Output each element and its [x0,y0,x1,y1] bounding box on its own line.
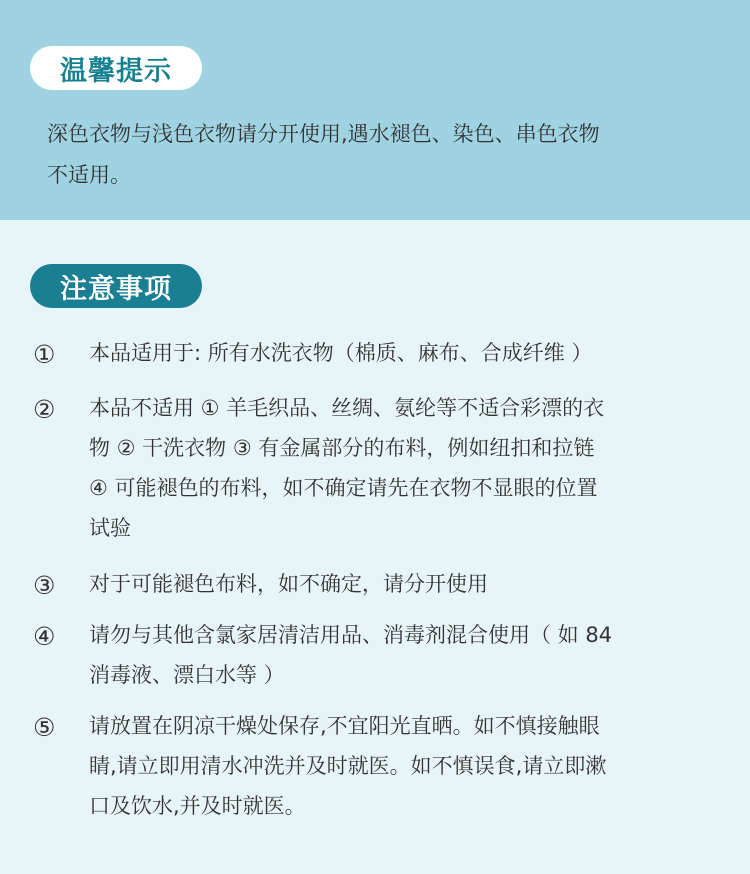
note-number-3: ③ [33,571,56,600]
note-line: 本品适用于: 所有水洗衣物（棉质、麻布、合成纤维 ） [89,341,593,365]
note-line: 对于可能褪色布料，如不确定，请分开使用 [89,572,488,596]
note-line: 试验 [89,516,131,540]
notes-heading: 注意事项 [30,264,202,308]
note-line: 口及饮水,并及时就医。 [89,794,306,818]
note-line: 消毒液、漂白水等 ） [89,663,285,687]
note-text-3 [89,564,709,604]
note-text-4 [89,615,709,695]
note-number-2: ② [33,395,56,424]
note-line: ④ 可能褪色的布料，如不确定请先在衣物不显眼的位置 [89,476,598,500]
note-line: 本品不适用 ① 羊毛织品、丝绸、氨纶等不适合彩漂的衣 [89,396,605,420]
note-number-5: ⑤ [33,713,56,742]
note-number-4: ④ [33,622,56,651]
note-text-2 [89,388,709,548]
tip-text [47,114,717,196]
note-line: 物 ② 干洗衣物 ③ 有金属部分的布料，例如纽扣和拉链 [89,436,595,460]
tip-line-2: 不适用。 [47,163,131,187]
tip-line-1: 深色衣物与浅色衣物请分开使用,遇水褪色、染色、串色衣物 [47,122,600,146]
note-number-1: ① [33,340,56,369]
note-line: 请勿与其他含氯家居清洁用品、消毒剂混合使用（ 如 84 [89,623,613,647]
note-text-5 [89,706,709,826]
tip-heading: 温馨提示 [30,46,202,90]
tip-section [0,0,750,220]
note-text-1 [89,333,709,373]
note-line: 请放置在阴凉干燥处保存,不宜阳光直晒。如不慎接触眼 [89,714,600,738]
note-line: 睛,请立即用清水冲洗并及时就医。如不慎误食,请立即漱 [89,754,607,778]
